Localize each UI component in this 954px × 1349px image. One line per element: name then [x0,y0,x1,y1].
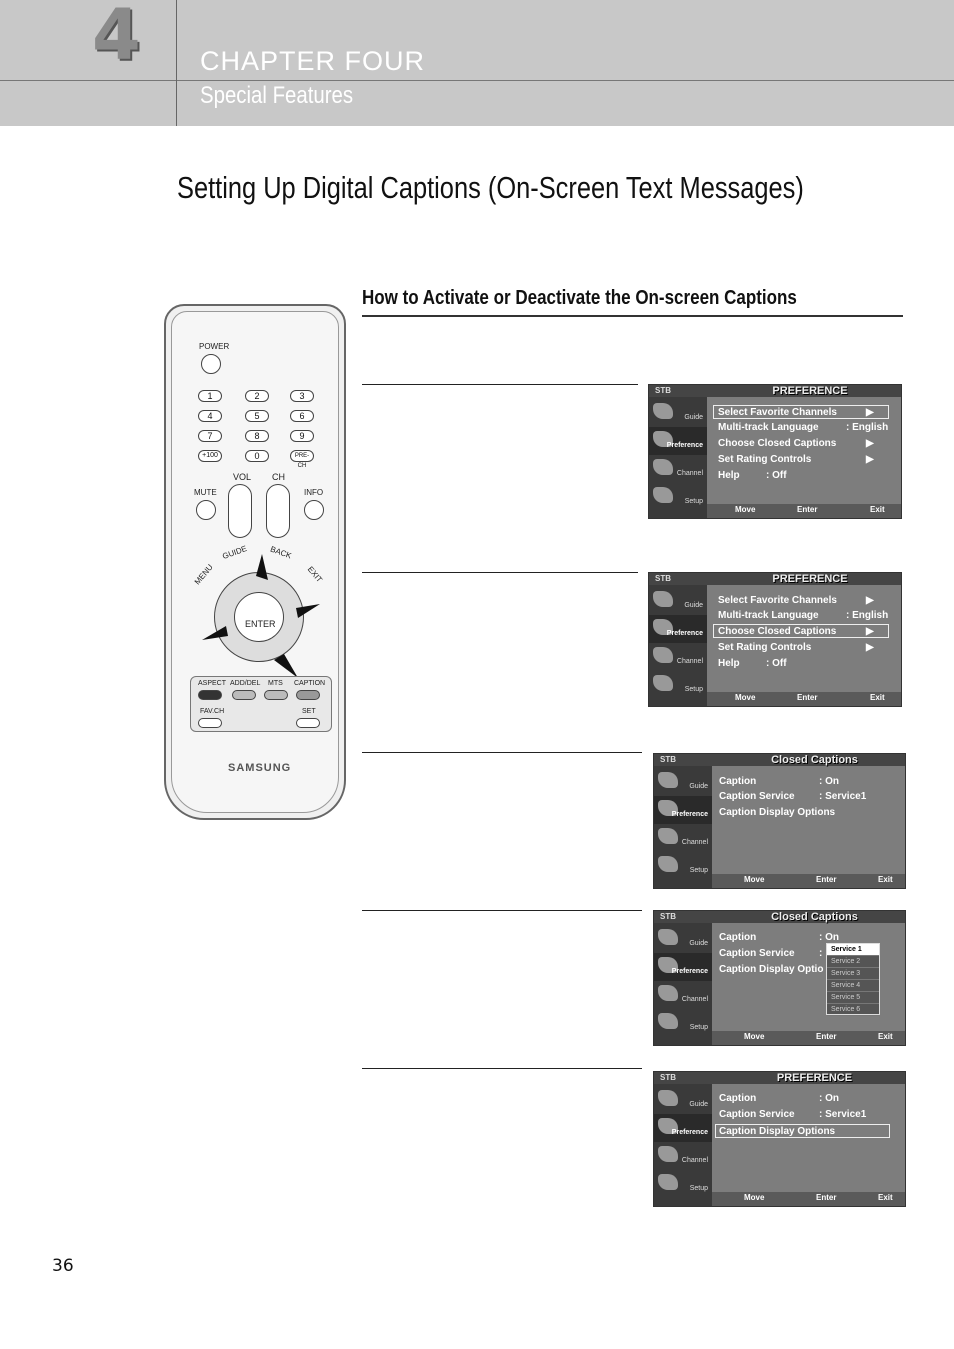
back-label: BACK [269,544,293,561]
menu-sidebar [649,585,707,706]
aspect-label: ASPECT [198,680,227,687]
menu-sidebar [654,923,712,1045]
side-channel: Channel [654,1142,712,1170]
set-button [296,718,320,728]
menu-row: Caption Display Optio [719,964,824,975]
menu-sidebar [654,766,712,888]
side-channel: Channel [654,981,712,1009]
menu-footer: Move Enter Exit [712,1031,905,1045]
channel-icon [658,1146,678,1162]
tv-menu-preference-1 [648,384,902,519]
side-preference: Preference [649,427,707,455]
side-channel: Channel [649,455,707,483]
tv-menu-preference-2 [648,572,902,707]
menu-row: Set Rating Controls ▶ [718,454,874,465]
add-del-button [232,690,256,700]
side-setup: Setup [649,483,707,511]
info-button [304,500,324,520]
pointer-arrows-icon [202,548,325,688]
side-guide: Guide [654,768,712,796]
menu-sidebar [649,397,707,518]
key-pre-ch: PRE-CH [290,450,314,462]
menu-row: Choose Closed Captions ▶ [718,626,874,637]
vol-label: VOL [233,472,252,482]
section-title: How to Activate or Deactivate the On-screen Captions [362,287,797,309]
stb-label: STB [660,755,676,764]
caption-button [296,690,320,700]
key-plus100: +100 [198,450,222,462]
power-label: POWER [199,342,230,351]
stb-label: STB [655,574,671,583]
menu-footer: Move Enter Exit [712,874,905,888]
stb-label: STB [655,386,671,395]
info-label: INFO [304,488,324,497]
channel-rocker [266,484,290,538]
menu-row: Multi-track Language : English [718,610,889,621]
side-preference: Preference [654,796,712,824]
header-vertical-divider [176,0,177,126]
side-guide: Guide [649,399,707,427]
chapter-subtitle: Special Features [200,82,354,109]
mute-label: MUTE [194,488,217,497]
chapter-header [0,0,954,126]
key-1: 1 [198,390,222,402]
section-rule [362,315,903,317]
menu-row: Choose Closed Captions ▶ [718,438,874,449]
step-rule-2 [362,572,638,573]
channel-icon [653,647,673,663]
mts-button [264,690,288,700]
key-3: 3 [290,390,314,402]
dropdown-option: Service 1 [827,944,879,956]
add-del-label: ADD/DEL [230,680,261,687]
menu-title: PREFERENCE [776,1072,853,1084]
side-preference: Preference [654,1114,712,1142]
side-preference: Preference [649,615,707,643]
menu-row: Help : Off [718,470,787,481]
header-divider [0,80,954,81]
channel-icon [658,985,678,1001]
channel-icon [653,459,673,475]
side-channel: Channel [649,643,707,671]
chapter-title: CHAPTER FOUR [200,46,426,76]
menu-title: Closed Captions [771,911,858,923]
menu-title: PREFERENCE [772,573,848,585]
side-guide: Guide [654,925,712,953]
side-setup: Setup [654,1009,712,1037]
menu-row: Caption : On [719,1093,839,1104]
tv-menu-preference-3 [653,1071,906,1207]
side-preference: Preference [654,953,712,981]
menu-row: Set Rating Controls ▶ [718,642,874,653]
aspect-button [198,690,222,700]
menu-row: Caption : On [719,776,839,787]
menu-row: Caption : On [719,932,839,943]
stb-label: STB [660,912,676,921]
guide-icon [653,591,673,607]
setup-icon [658,856,678,872]
menu-row: Multi-track Language : English [718,422,889,433]
stb-label: STB [660,1073,676,1082]
menu-title: PREFERENCE [772,385,848,397]
menu-footer: Move Enter Exit [707,504,901,518]
key-6: 6 [290,410,314,422]
step-rule-3 [362,752,642,753]
setup-icon [653,487,673,503]
mts-label: MTS [268,680,283,687]
set-label: SET [302,708,316,715]
side-setup: Setup [654,852,712,880]
caption-service-dropdown [826,943,880,1015]
guide-icon [653,403,673,419]
menu-row: Caption Service : Service1 [719,791,867,802]
dropdown-option: Service 4 [827,980,879,992]
menu-sidebar [654,1084,712,1206]
remote-body [171,311,339,813]
side-channel: Channel [654,824,712,852]
chapter-number: 4 [92,0,141,76]
menu-title: Closed Captions [771,754,858,766]
setup-icon [653,675,673,691]
setup-icon [658,1013,678,1029]
side-guide: Guide [654,1086,712,1114]
guide-icon [658,772,678,788]
key-4: 4 [198,410,222,422]
step-rule-1 [362,384,638,385]
key-2: 2 [245,390,269,402]
caption-label: CAPTION [294,680,326,687]
key-9: 9 [290,430,314,442]
dropdown-option: Service 5 [827,992,879,1004]
enter-label: ENTER [245,619,276,629]
step-rule-4 [362,910,642,911]
guide-icon [658,1090,678,1106]
power-button [201,354,221,374]
tv-menu-closed-captions-1 [653,753,906,889]
menu-row: Caption Display Options [719,1126,836,1137]
menu-row: Caption Service : [719,948,823,959]
volume-rocker [228,484,252,538]
menu-row: Caption Service : Service1 [719,1109,867,1120]
page-title: Setting Up Digital Captions (On-Screen Text Messages) [177,170,804,205]
side-setup: Setup [649,671,707,699]
fav-ch-button [198,718,222,728]
menu-row: Help : Off [718,658,787,669]
dropdown-option: Service 2 [827,956,879,968]
menu-row: Caption Display Options [719,807,836,818]
channel-icon [658,828,678,844]
menu-footer: Move Enter Exit [712,1192,905,1206]
menu-row: Select Favorite Channels ▶ [718,595,874,606]
tv-menu-closed-captions-2 [653,910,906,1046]
menu-row: Select Favorite Channels ▶ [718,407,874,418]
side-guide: Guide [649,587,707,615]
page-number: 36 [52,1256,74,1276]
remote-control-illustration [164,304,346,820]
key-8: 8 [245,430,269,442]
fav-ch-label: FAV.CH [200,708,225,715]
setup-icon [658,1174,678,1190]
side-setup: Setup [654,1170,712,1198]
key-0: 0 [245,450,269,462]
menu-footer: Move Enter Exit [707,692,901,706]
menu-label: MENU [192,562,215,587]
guide-label: GUIDE [221,543,249,562]
ch-label: CH [272,472,285,482]
dropdown-option: Service 6 [827,1004,879,1016]
dropdown-option: Service 3 [827,968,879,980]
step-rule-5 [362,1068,642,1069]
key-5: 5 [245,410,269,422]
guide-icon [658,929,678,945]
brand-logo: SAMSUNG [228,762,292,774]
exit-label: EXIT [305,564,325,585]
mute-button [196,500,216,520]
key-7: 7 [198,430,222,442]
